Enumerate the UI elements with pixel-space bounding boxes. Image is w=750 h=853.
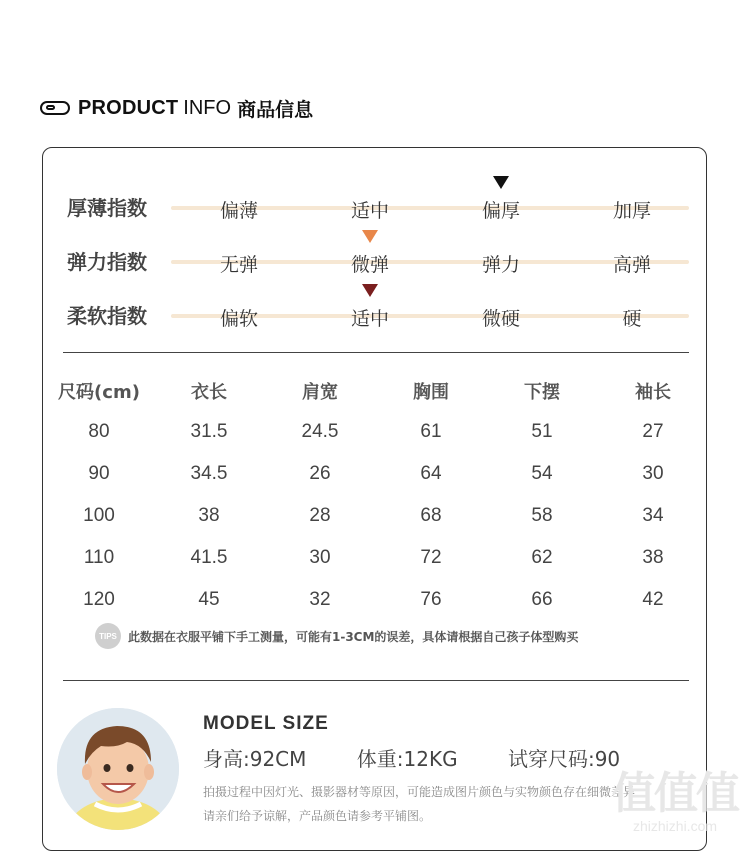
table-header-cell: 肩宽 — [302, 382, 338, 403]
table-cell: 41.5 — [190, 547, 228, 568]
divider-top — [63, 352, 689, 353]
table-header-cell: 尺码(cm) — [58, 382, 140, 403]
model-note-line1: 拍摄过程中因灯光、摄影器材等原因，可能造成图片颜色与实物颜色存在细微差异 — [203, 785, 636, 799]
table-cell: 28 — [309, 505, 331, 526]
index-label: 弹力指数 — [67, 250, 147, 274]
table-cell: 72 — [420, 547, 442, 568]
watermark — [600, 770, 750, 834]
table-cell: 34.5 — [190, 463, 228, 484]
index-option: 微硬 — [481, 308, 520, 330]
index-row — [43, 292, 706, 332]
selected-marker-icon — [362, 284, 378, 297]
index-option: 弹力 — [481, 254, 520, 276]
index-option: 高弹 — [612, 254, 651, 276]
index-option: 适中 — [350, 200, 389, 222]
index-option: 加厚 — [612, 200, 651, 222]
table-cell: 34 — [642, 505, 664, 526]
table-cell: 110 — [83, 547, 115, 568]
selected-marker-icon — [493, 176, 509, 189]
table-cell: 90 — [88, 463, 110, 484]
index-label: 柔软指数 — [67, 304, 147, 328]
index-row — [43, 238, 706, 278]
model-trial-size: 试穿尺码:90 — [507, 747, 621, 771]
model-height: 身高:92CM — [203, 747, 307, 771]
table-cell: 30 — [309, 547, 331, 568]
table-cell: 68 — [420, 505, 442, 526]
model-note-line2: 请亲们给予谅解，产品颜色请参考平铺图。 — [203, 809, 432, 823]
table-header-cell: 胸围 — [413, 382, 449, 403]
index-option: 适中 — [350, 308, 389, 330]
divider-bottom — [63, 680, 689, 681]
header-title-cn: 商品信息 — [237, 98, 314, 121]
index-option: 偏软 — [219, 308, 258, 330]
table-header-cell: 下摆 — [524, 382, 560, 403]
table-cell: 100 — [83, 505, 115, 526]
table-cell: 30 — [642, 463, 664, 484]
header-title-light: INFO — [183, 96, 232, 119]
table-cell: 38 — [642, 547, 664, 568]
index-option: 偏薄 — [219, 200, 258, 222]
table-header-cell: 衣长 — [191, 382, 227, 403]
table-cell: 76 — [420, 589, 442, 610]
table-cell: 64 — [420, 463, 442, 484]
table-row — [43, 421, 706, 451]
table-cell: 80 — [88, 421, 110, 442]
model-stats — [203, 743, 664, 772]
table-row — [43, 505, 706, 535]
table-cell: 42 — [642, 589, 664, 610]
table-row — [43, 547, 706, 577]
watermark-logo: 值值值 — [612, 768, 738, 819]
table-cell: 24.5 — [301, 421, 339, 442]
table-header-cell: 袖长 — [635, 382, 671, 403]
toggle-pill-icon — [40, 101, 70, 115]
tips-row — [95, 623, 578, 649]
table-cell: 66 — [531, 589, 553, 610]
index-option: 硬 — [622, 308, 642, 330]
selected-marker-icon — [362, 230, 378, 243]
table-cell: 45 — [198, 589, 220, 610]
table-row — [43, 463, 706, 493]
table-row — [43, 589, 706, 619]
table-cell: 61 — [420, 421, 442, 442]
model-size-title: MODEL SIZE — [203, 713, 329, 734]
table-cell: 120 — [83, 589, 115, 610]
table-cell: 54 — [531, 463, 553, 484]
header-title-bold: PRODUCT — [78, 96, 179, 119]
index-option: 偏厚 — [481, 200, 520, 222]
table-header — [43, 378, 706, 408]
model-weight: 体重:12KG — [356, 747, 458, 771]
product-info-card — [42, 147, 707, 851]
watermark-url: zhizhizhi.com — [632, 818, 718, 834]
table-cell: 32 — [309, 589, 331, 610]
index-option: 无弹 — [219, 254, 258, 276]
section-header — [40, 96, 313, 120]
index-label: 厚薄指数 — [67, 196, 147, 220]
table-cell: 38 — [198, 505, 220, 526]
index-option: 微弹 — [350, 254, 389, 276]
table-cell: 51 — [531, 421, 553, 442]
tips-badge-icon: TIPS — [95, 623, 121, 649]
table-cell: 26 — [309, 463, 331, 484]
tips-text: 此数据在衣服平铺下手工测量，可能有1-3CM的误差，具体请根据自己孩子体型购买 — [128, 629, 579, 644]
index-row — [43, 184, 706, 224]
model-photo — [57, 708, 179, 830]
table-cell: 31.5 — [190, 421, 228, 442]
table-cell: 58 — [531, 505, 553, 526]
table-cell: 62 — [531, 547, 553, 568]
table-cell: 27 — [642, 421, 664, 442]
